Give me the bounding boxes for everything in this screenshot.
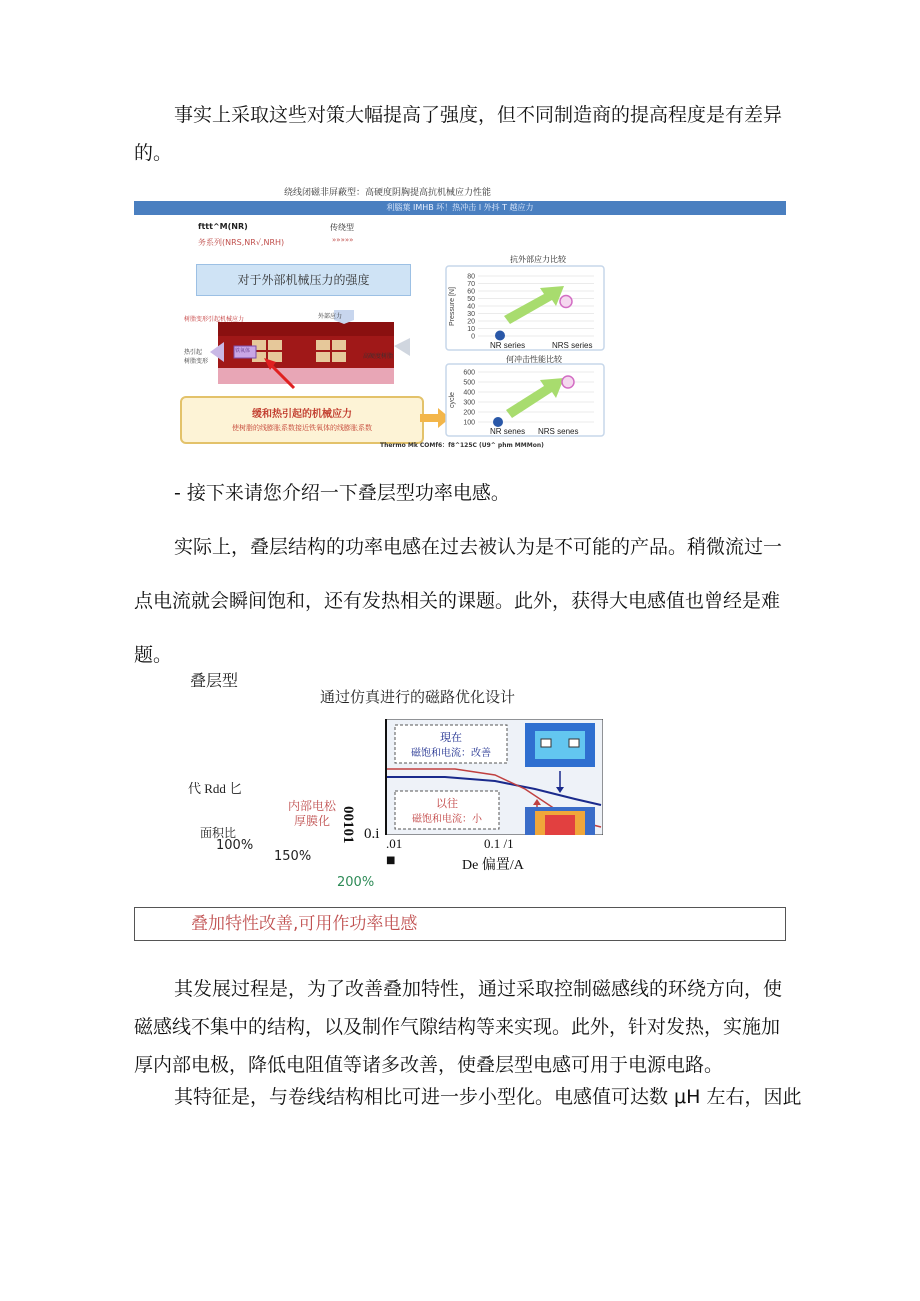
paragraph-3 — [134, 520, 786, 682]
col-right-sub: »»»»» — [332, 236, 354, 244]
figure-1-banner-text: 利腦葉 IMHB 坏！热冲击 l 外抖 T 越应力 — [386, 203, 534, 212]
chart-bottom-title: 何冲击性能比较 — [506, 355, 562, 364]
chart-bottom-point-nrs — [562, 376, 574, 388]
chart-top-tick-label: 60 — [467, 288, 475, 296]
label-area-ratio: 面积比 — [200, 826, 237, 840]
chart-top-tick-label: 40 — [467, 303, 475, 311]
box-past-line-1: 以往 — [436, 797, 458, 810]
label-external-stress: 外部应力 — [318, 313, 343, 320]
chart-bottom — [444, 362, 606, 440]
figure-1-banner — [134, 201, 786, 215]
square-marker: ■ — [386, 855, 396, 866]
stress-relief-title: 缓和热引起的机械应力 — [252, 409, 352, 420]
box-past-line-2: 磁饱和电流：小 — [412, 814, 482, 825]
pct-200: 200% — [337, 875, 375, 890]
chart-top-ylabel: Pressure [N] — [449, 287, 456, 326]
paragraph-4-line-3: 厚内部电极，降低电阻值等诸多改善，使叠层型电感可用于电源电路。 — [134, 1054, 724, 1076]
chart-top-tick-label: 20 — [467, 318, 475, 326]
hard-resin-arrow — [394, 338, 410, 356]
paragraph-4-line-1: 其发展过程是，为了改善叠加特性，通过采取控制磁感线的环绕方向，使 — [174, 978, 783, 1000]
stress-relief-box — [180, 396, 424, 444]
stress-relief-sub: 使树脂的线膨胀系数接近铁氧体的线膨胀系数 — [232, 424, 372, 432]
pct-150: 150% — [274, 849, 312, 864]
chart-top-tick-label: 0 — [471, 333, 475, 341]
x-tick-01: 0.1 /1 — [484, 836, 514, 851]
paragraph-1-line-2: 的。 — [134, 142, 173, 164]
chart-top-tick-label: 70 — [467, 281, 475, 288]
chart-top-ticks — [467, 274, 475, 341]
strength-box — [196, 264, 411, 296]
figure-2-title: 通过仿真进行的磁路优化设计 — [320, 688, 516, 706]
chart-bottom-tick-label: 500 — [463, 379, 475, 387]
chart-top-x-nr: NR series — [490, 341, 526, 350]
label-rdd: 代 Rdd 匕 — [188, 781, 243, 796]
box-now-line-1: 現在 — [440, 731, 462, 744]
chart-top-x-nrs: NRS series — [552, 341, 593, 350]
x-axis-title: De 偏置/A — [462, 858, 524, 873]
strength-box-text: 对于外部机械压力的强度 — [237, 273, 370, 287]
paragraph-4 — [134, 970, 786, 1084]
y-zero-label: 0.i — [364, 826, 380, 842]
simulation-image-now — [525, 723, 595, 767]
label-hard-resin: 高硬度树脂 — [363, 353, 394, 360]
paragraph-3-line-1: 实际上，叠层结构的功率电感在过去被认为是不可能的产品。稍微流过一 — [174, 536, 783, 558]
label-core: 铁氧体 — [235, 348, 251, 354]
chart-bottom-tick-label: 400 — [463, 389, 475, 397]
inductor-pink-base — [218, 368, 394, 384]
chart-top — [444, 264, 606, 354]
figure-2-left-title: 叠层型 — [190, 671, 239, 690]
x-tick-001: .01 — [386, 836, 403, 851]
col-left-sub: 务系列(NRS,NR√,NRH) — [198, 238, 285, 247]
paragraph-4-line-2: 磁感线不集中的结构，以及制作气隙结构等来实现。此外，针对发热，实施加 — [134, 1016, 781, 1038]
chart-bottom-tick-label: 300 — [463, 399, 475, 407]
chart-bottom-tick-label: 100 — [463, 419, 475, 427]
paragraph-5: 其特征是，与卷线结构相比可进一步小型化。电感值可达数 μH 左右，因此 — [174, 1086, 802, 1108]
paragraph-3-line-2: 点电流就会瞬间饱和，还有发热相关的课题。此外，获得大电感值也曾经是难题。 — [134, 590, 781, 666]
chart-top-tick-label: 10 — [467, 326, 475, 333]
chart-top-point-nrs — [560, 296, 572, 308]
label-deform: 树脂变形引起机械应力 — [184, 316, 245, 323]
paragraph-1 — [134, 96, 786, 172]
col-right-title: 传绕型 — [330, 223, 354, 232]
caption-text: 叠加特性改善,可用作功率电感 — [191, 914, 418, 934]
y-axis-label: 00101 — [340, 806, 356, 844]
chart-top-title: 抗外部应力比较 — [510, 255, 566, 264]
col-left-title: fttt^M(NR) — [198, 222, 248, 231]
chart-top-tick-label: 30 — [467, 311, 475, 318]
chart-bottom-x-nrs: NRS senes — [538, 427, 579, 436]
chart-bottom-x-nr: NR senes — [490, 427, 526, 436]
figure-1-title: 绕线闭磁非屏蔽型：高硬度阴胸提高抗机械应力性能 — [284, 188, 492, 198]
chart-top-point-nr — [495, 331, 505, 341]
chart-bottom-tick-label: 200 — [463, 409, 475, 417]
simulation-plot — [385, 719, 603, 835]
label-thick-film: 厚膜化 — [294, 814, 331, 828]
figure-1 — [134, 180, 786, 455]
figure-1-footnote: Thermo Mk COMf6：f8^125C (U9^ phm MMMon) — [380, 442, 544, 449]
chart-top-tick-label: 50 — [467, 296, 475, 303]
label-heat-deform: 热引起 树脂变形 — [184, 349, 209, 365]
chart-top-tick-label: 80 — [467, 273, 475, 281]
box-now-line-2: 磁饱和电流：改善 — [411, 748, 491, 759]
caption-box — [134, 907, 786, 941]
inductor-upper-core — [218, 322, 394, 336]
simulation-image-past — [525, 807, 595, 835]
chart-bottom-tick-label: 600 — [463, 369, 475, 377]
paragraph-1-line-1: 事实上采取这些对策大幅提高了强度，但不同制造商的提高程度是有差异 — [174, 104, 783, 126]
pct-100: 100% — [216, 838, 254, 853]
chart-bottom-point-nr — [493, 417, 503, 427]
paragraph-2: - 接下来请您介绍一下叠层型功率电感。 — [174, 482, 510, 504]
chart-bottom-ylabel: cycle — [449, 392, 456, 408]
label-inner-electrode: 内部电松 — [288, 799, 337, 813]
